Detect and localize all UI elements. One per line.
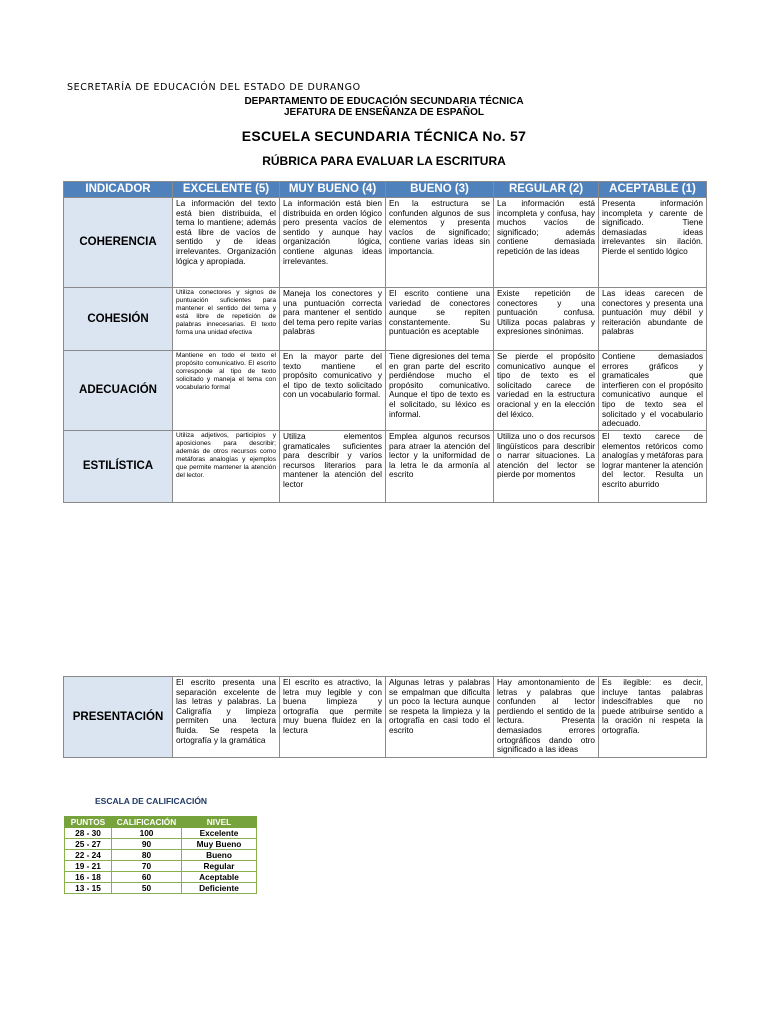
- rubric-cell: Utiliza elementos gramaticales suficientes para describir y varios recursos literarios para mantener la atención del lector: [280, 431, 386, 503]
- scale-header-calificacion: CALIFICACIÓN: [112, 817, 182, 828]
- scale-cell-puntos: 28 - 30: [65, 828, 112, 839]
- rubric-cell: Contiene demasiados errores gráficos y gramaticales que interfieren con el propósito comunicativo aunque el tipo de texto sea el solicitado y el vocabulario adecuado.: [599, 351, 707, 431]
- scale-cell-nivel: Muy Bueno: [182, 839, 257, 850]
- column-header-indicador: INDICADOR: [64, 182, 173, 198]
- scale-row: [65, 883, 257, 894]
- rubric-cell: Emplea algunos recursos para atraer la atención del lector y la uniformidad de la letra le da armonía al escrito: [386, 431, 494, 503]
- indicator-cohesion: COHESIÓN: [64, 288, 173, 351]
- rubric-cell: La información está incompleta y confusa, hay muchos vacíos de significado; además contiene demasiada repetición de las ideas: [494, 198, 599, 288]
- rubric-cell: Utiliza uno o dos recursos lingüísticos para describir o narrar situaciones. La atención del lector se pierde por momentos: [494, 431, 599, 503]
- school-title: ESCUELA SECUNDARIA TÉCNICA No. 57: [241, 128, 527, 144]
- scale-header-puntos: PUNTOS: [65, 817, 112, 828]
- scale-cell-puntos: 16 - 18: [65, 872, 112, 883]
- scale-cell-nivel: Excelente: [182, 828, 257, 839]
- rubric-cell: Maneja los conectores y una puntuación correcta para mantener el sentido del tema pero repite varias palabras: [280, 288, 386, 351]
- rubric-cell: Se pierde el propósito comunicativo aunque el tipo de texto es el solicitado carece de variedad en la estructura oracional y en la elección del léxico.: [494, 351, 599, 431]
- scale-cell-puntos: 19 - 21: [65, 861, 112, 872]
- scale-row: [65, 828, 257, 839]
- rubric-cell: Mantiene en todo el texto el propósito comunicativo. El escrito corresponde al tipo de texto solicitado y maneja el tema con vocabulario formal: [173, 351, 280, 431]
- scale-header-row: [65, 817, 257, 828]
- column-header-aceptable: ACEPTABLE (1): [599, 182, 707, 198]
- secretaria-heading: SECRETARÍA DE EDUCACIÓN DEL ESTADO DE DURANGO: [67, 82, 361, 93]
- scale-cell-calificacion: 100: [112, 828, 182, 839]
- rubric-cell: El escrito presenta una separación excelente de las letras y palabras. La Caligrafía y limpieza permiten una lectura fluida. Se respeta la ortografía y la gramática: [173, 677, 280, 758]
- jefatura-heading: JEFATURA DE ENSEÑANZA DE ESPAÑOL: [283, 107, 485, 118]
- scale-cell-calificacion: 60: [112, 872, 182, 883]
- rubric-cell: En la mayor parte del texto mantiene el propósito comunicativo y el tipo de texto solicitado con un vocabulario formal.: [280, 351, 386, 431]
- scale-cell-calificacion: 50: [112, 883, 182, 894]
- scale-row: [65, 839, 257, 850]
- rubric-row-coherencia: [64, 198, 707, 288]
- rubric-cell: El escrito es atractivo, la letra muy legible y con buena limpieza y ortografía que permite muy buena fluidez en la lectura: [280, 677, 386, 758]
- indicator-presentacion: PRESENTACIÓN: [64, 677, 173, 758]
- scale-cell-calificacion: 80: [112, 850, 182, 861]
- scale-cell-nivel: Regular: [182, 861, 257, 872]
- scale-row: [65, 850, 257, 861]
- indicator-estilistica: ESTILÍSTICA: [64, 431, 173, 503]
- indicator-coherencia: COHERENCIA: [64, 198, 173, 288]
- scale-cell-puntos: 22 - 24: [65, 850, 112, 861]
- rubric-table: [63, 181, 707, 503]
- rubric-cell: Tiene digresiones del tema en gran parte del escrito perdiéndose mucho el propósito comunicativo. Aunque el tipo de texto es el solicitado, su léxico es informal.: [386, 351, 494, 431]
- rubric-cell: Presenta información incompleta y carente de significado. Tiene demasiadas ideas irrelevantes sin ilación. Pierde el sentido lógico: [599, 198, 707, 288]
- scale-cell-calificacion: 70: [112, 861, 182, 872]
- grading-scale-table: [64, 816, 257, 894]
- column-header-bueno: BUENO (3): [386, 182, 494, 198]
- rubric-title: RÚBRICA PARA EVALUAR LA ESCRITURA: [262, 154, 506, 168]
- scale-row: [65, 872, 257, 883]
- column-header-muy-bueno: MUY BUENO (4): [280, 182, 386, 198]
- grading-scale-title: ESCALA DE CALIFICACIÓN: [95, 796, 208, 806]
- scale-cell-nivel: Bueno: [182, 850, 257, 861]
- rubric-cell: Hay amontonamiento de letras y palabras que confunden al lector perdiendo el sentido de la lectura. Presenta demasiados errores ortográficos dando otro significado a las ideas: [494, 677, 599, 758]
- rubric-row-adecuacion: [64, 351, 707, 431]
- scale-cell-puntos: 13 - 15: [65, 883, 112, 894]
- rubric-header-row: [64, 182, 707, 198]
- presentacion-table: [63, 676, 707, 758]
- rubric-cell: Es ilegible: es decir, incluye tantas palabras indescifrables que no puede atribuirse sentido a la oración ni respeta la ortografía.: [599, 677, 707, 758]
- department-heading: DEPARTAMENTO DE EDUCACIÓN SECUNDARIA TÉCNICA: [244, 96, 524, 107]
- column-header-regular: REGULAR (2): [494, 182, 599, 198]
- scale-row: [65, 861, 257, 872]
- rubric-row-estilistica: [64, 431, 707, 503]
- rubric-row-presentacion: [64, 677, 707, 758]
- scale-cell-nivel: Deficiente: [182, 883, 257, 894]
- scale-cell-nivel: Aceptable: [182, 872, 257, 883]
- rubric-cell: El escrito contiene una variedad de conectores aunque se repiten constantemente. Su puntuación es aceptable: [386, 288, 494, 351]
- rubric-cell: La información está bien distribuida en orden lógico pero presenta vacíos de sentido y aunque hay organización lógica, contiene algunas ideas irrelevantes.: [280, 198, 386, 288]
- rubric-cell: En la estructura se confunden algunos de sus elementos y presenta vacíos de significado; contiene varias ideas sin importancia.: [386, 198, 494, 288]
- rubric-cell: Utiliza adjetivos, participios y aposiciones para describir; además de otros recursos como metáforas analogías y ejemplos que permite mantener la atención del lector.: [173, 431, 280, 503]
- indicator-adecuacion: ADECUACIÓN: [64, 351, 173, 431]
- rubric-cell: El texto carece de elementos retóricos como analogías y metáforas para lograr mantener la atención del lector. Resulta un escrito aburrido: [599, 431, 707, 503]
- scale-cell-puntos: 25 - 27: [65, 839, 112, 850]
- rubric-cell: Utiliza conectores y signos de puntuación suficientes para mantener el sentido del tema y está libre de repetición de palabras innecesarias. El texto forma una unidad efectiva: [173, 288, 280, 351]
- scale-header-nivel: NIVEL: [182, 817, 257, 828]
- rubric-cell: Las ideas carecen de conectores y presenta una puntuación muy débil y reiteración abundante de palabras: [599, 288, 707, 351]
- column-header-excelente: EXCELENTE (5): [173, 182, 280, 198]
- rubric-cell: Existe repetición de conectores y una puntuación confusa. Utiliza pocas palabras y expresiones sinónimas.: [494, 288, 599, 351]
- rubric-cell: La información del texto está bien distribuida, el tema lo mantiene; además está libre de vacíos de sentido y de ideas irrelevantes. Organización lógica y apropiada.: [173, 198, 280, 288]
- rubric-cell: Algunas letras y palabras se empalman que dificulta un poco la lectura aunque se respeta la limpieza y la ortografía en casi todo el escrito: [386, 677, 494, 758]
- scale-cell-calificacion: 90: [112, 839, 182, 850]
- rubric-row-cohesion: [64, 288, 707, 351]
